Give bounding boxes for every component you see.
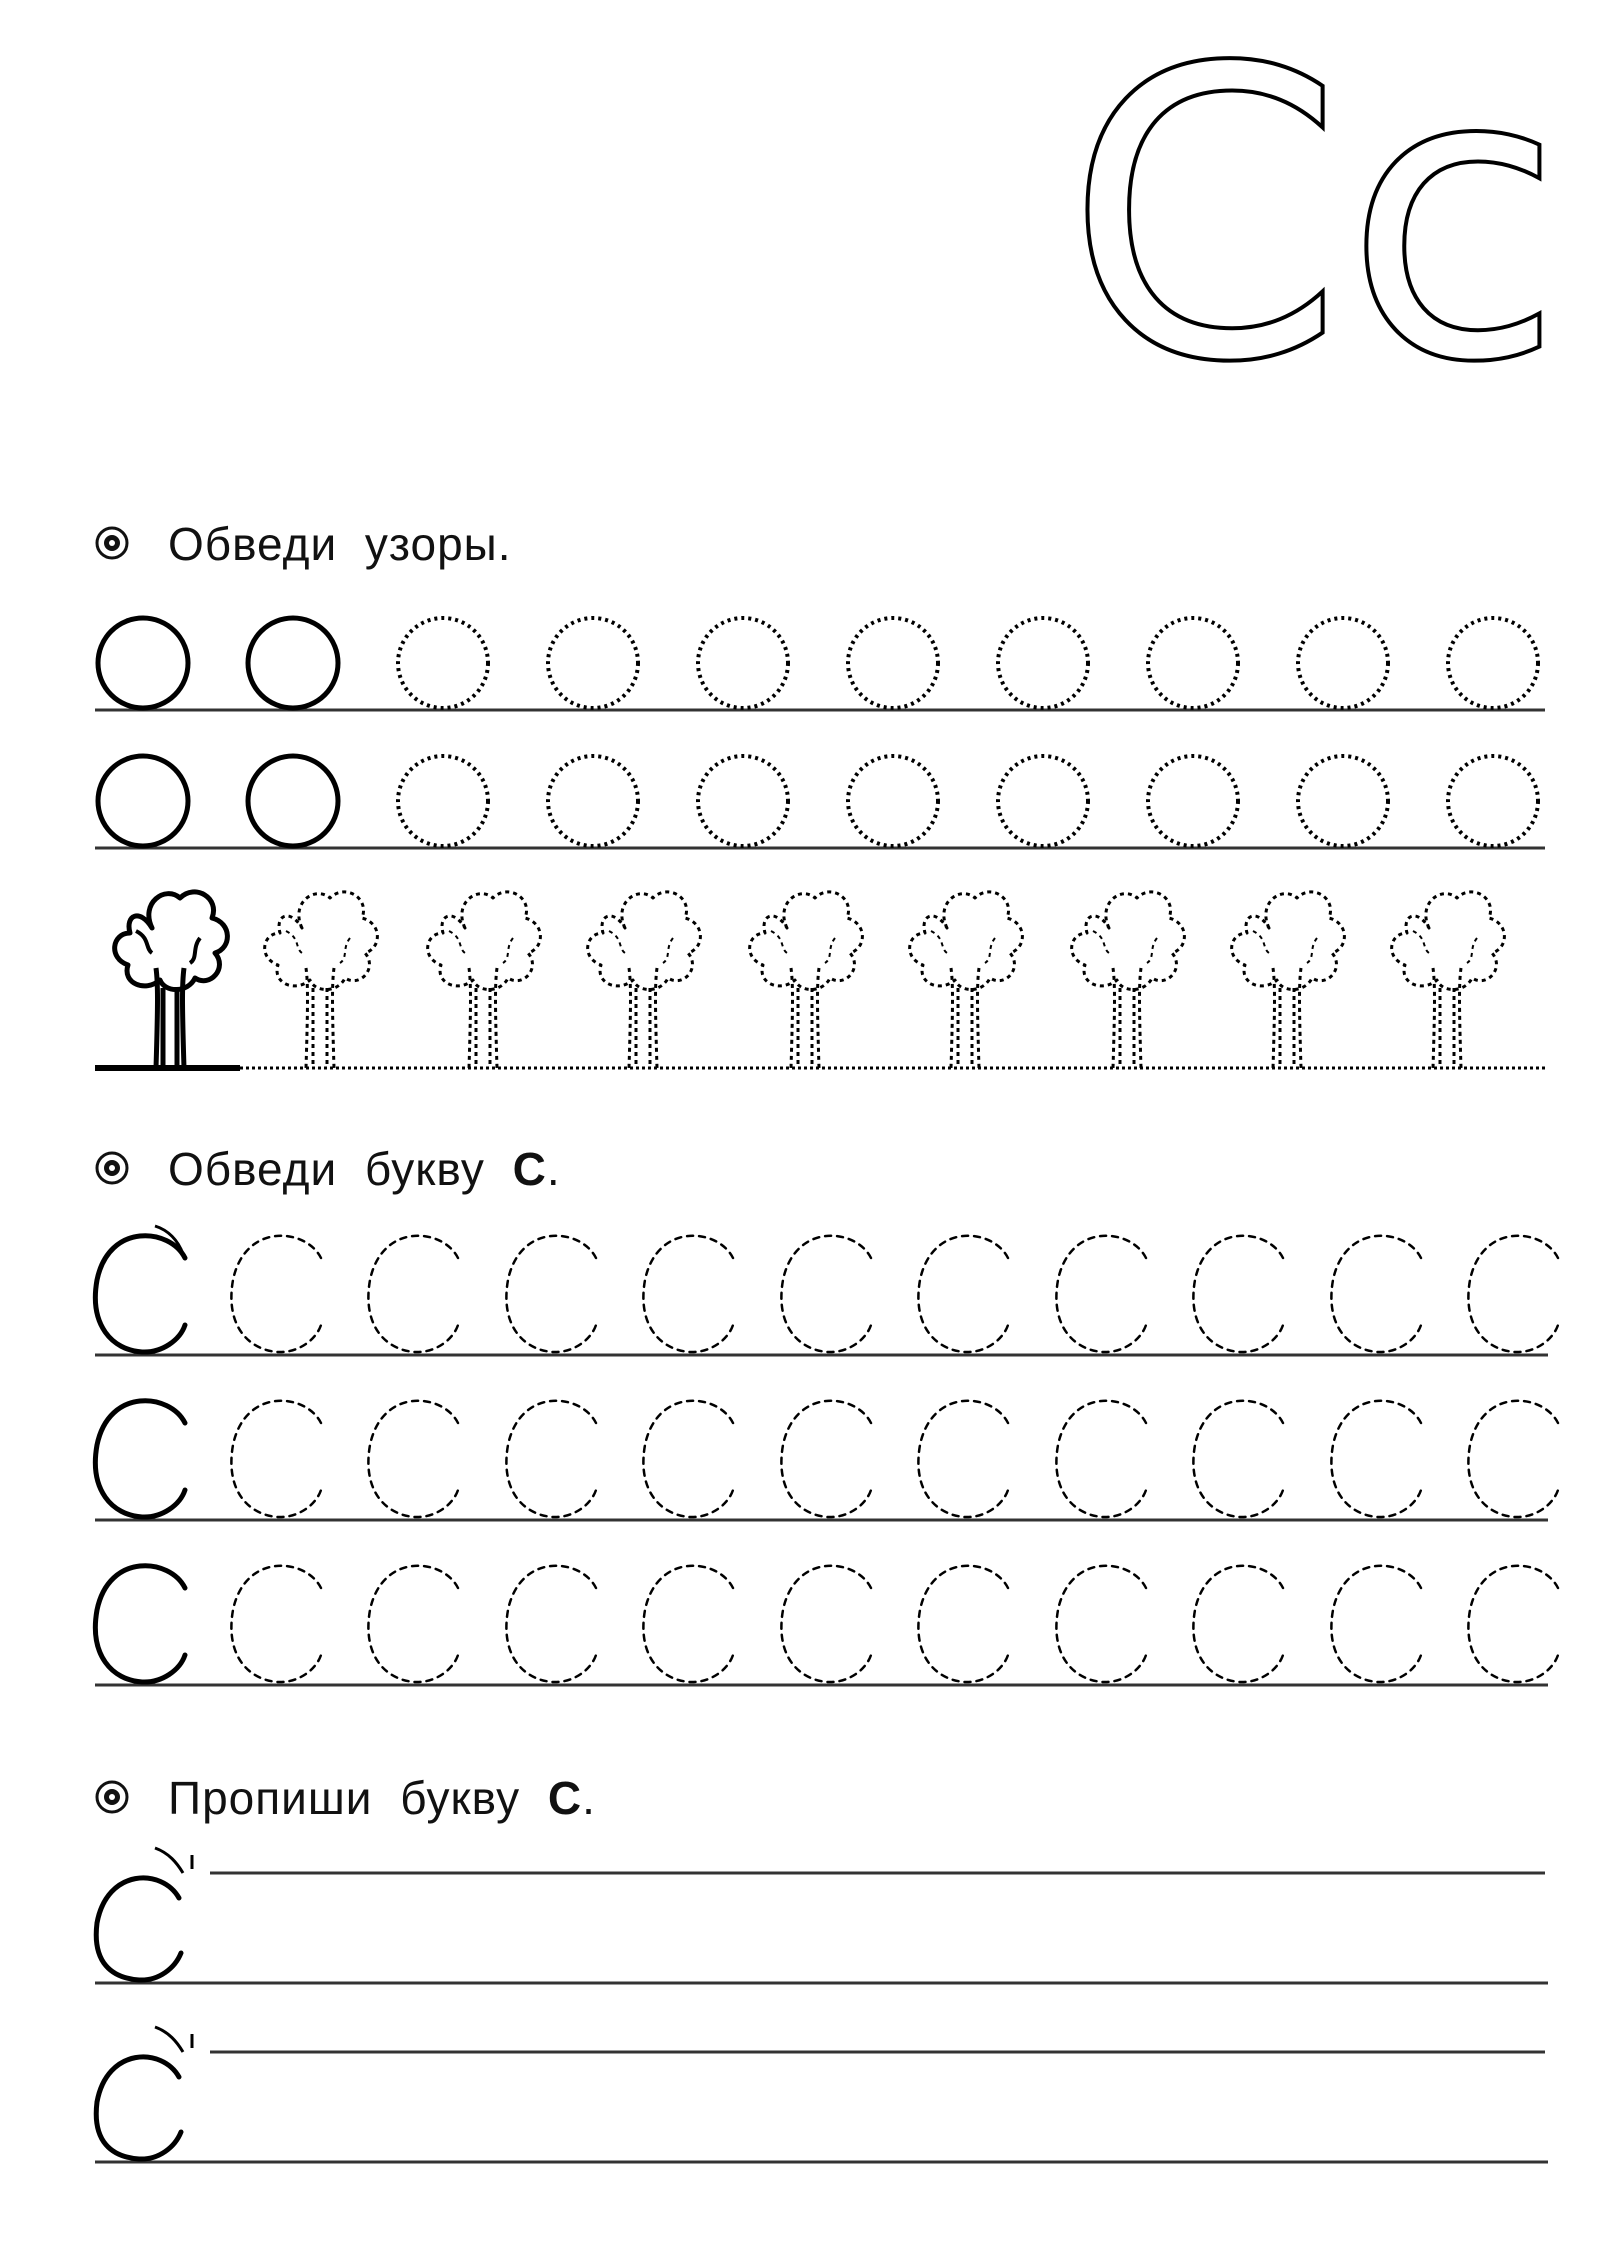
dashed-trace-letter-c[interactable] (918, 1236, 1008, 1352)
instruction-prefix: Пропиши букву (168, 1772, 548, 1824)
dashed-trace-letter-c[interactable] (368, 1401, 458, 1517)
instruction-prefix: Обведи букву (168, 1143, 513, 1195)
circle-row (95, 618, 1545, 710)
dotted-trace-circle[interactable] (548, 618, 638, 708)
instruction-letter: С (547, 1772, 583, 1824)
letter-row (95, 1566, 1558, 1685)
dashed-trace-letter-c[interactable] (643, 1236, 733, 1352)
sample-circle (98, 756, 188, 846)
sample-letter-c (95, 1566, 185, 1682)
stroke-direction-arrow-icon (155, 2027, 183, 2052)
dashed-trace-letter-c[interactable] (231, 1566, 321, 1682)
practice-row (95, 1848, 1548, 1983)
dashed-trace-letter-c[interactable] (231, 1401, 321, 1517)
dotted-trace-circle[interactable] (1148, 756, 1238, 846)
dotted-trace-tree-icon[interactable] (1072, 892, 1185, 1068)
dotted-trace-circle[interactable] (398, 756, 488, 846)
sample-circle (248, 756, 338, 846)
dashed-trace-letter-c[interactable] (1056, 1401, 1146, 1517)
dotted-trace-tree-icon[interactable] (750, 892, 863, 1068)
section-trace-patterns (97, 518, 512, 570)
sample-circle (248, 618, 338, 708)
instruction-suffix: . (546, 1143, 561, 1195)
dotted-trace-circle[interactable] (1448, 756, 1538, 846)
dashed-trace-letter-c[interactable] (1468, 1236, 1558, 1352)
section-write-letter (97, 1772, 596, 1824)
dotted-trace-circle[interactable] (698, 756, 788, 846)
stroke-direction-arrow-icon (155, 1848, 183, 1873)
dotted-trace-circle[interactable] (1298, 618, 1388, 708)
sample-letter-c (95, 1401, 185, 1517)
circle-pattern-rows (95, 618, 1545, 848)
instruction-trace-letter (168, 1143, 561, 1195)
letter-row (95, 1401, 1558, 1520)
sample-tree-icon (115, 892, 228, 1068)
instruction-suffix: . (582, 1772, 596, 1824)
letter-row (95, 1226, 1558, 1355)
dotted-trace-circle[interactable] (1298, 756, 1388, 846)
dotted-trace-tree-icon[interactable] (428, 892, 541, 1068)
flower-bullet-icon (97, 528, 127, 558)
dotted-trace-tree-icon[interactable] (1232, 892, 1345, 1068)
dashed-trace-letter-c[interactable] (781, 1401, 871, 1517)
dashed-trace-letter-c[interactable] (368, 1236, 458, 1352)
section-trace-letter (97, 1143, 561, 1195)
sample-letter-c (95, 1236, 185, 1352)
dashed-trace-letter-c[interactable] (1468, 1566, 1558, 1682)
dashed-trace-letter-c[interactable] (781, 1566, 871, 1682)
dotted-trace-circle[interactable] (1148, 618, 1238, 708)
sample-letter-c (96, 2057, 181, 2159)
instruction-write-letter (168, 1772, 596, 1824)
dotted-trace-circle[interactable] (998, 756, 1088, 846)
dotted-trace-tree-icon[interactable] (910, 892, 1023, 1068)
dotted-trace-circle[interactable] (398, 618, 488, 708)
dotted-trace-tree-icon[interactable] (265, 892, 378, 1068)
dashed-trace-letter-c[interactable] (643, 1566, 733, 1682)
dotted-trace-circle[interactable] (1448, 618, 1538, 708)
sample-letter-c (96, 1878, 181, 1980)
dashed-trace-letter-c[interactable] (1193, 1401, 1283, 1517)
dashed-trace-letter-c[interactable] (643, 1401, 733, 1517)
dashed-trace-letter-c[interactable] (1193, 1236, 1283, 1352)
dotted-trace-circle[interactable] (998, 618, 1088, 708)
dashed-trace-letter-c[interactable] (918, 1566, 1008, 1682)
dashed-trace-letter-c[interactable] (506, 1236, 596, 1352)
dashed-trace-letter-c[interactable] (368, 1566, 458, 1682)
dotted-trace-circle[interactable] (848, 756, 938, 846)
dashed-trace-letter-c[interactable] (1331, 1401, 1421, 1517)
sample-circle (98, 618, 188, 708)
flower-bullet-icon (97, 1782, 127, 1812)
dashed-trace-letter-c[interactable] (506, 1401, 596, 1517)
dashed-trace-letter-c[interactable] (1468, 1401, 1558, 1517)
instruction-letter: С (512, 1143, 547, 1195)
circle-row (95, 756, 1545, 848)
dotted-trace-tree-icon[interactable] (1392, 892, 1505, 1068)
tree-pattern-row (95, 892, 1548, 1068)
dashed-trace-letter-c[interactable] (1056, 1236, 1146, 1352)
instruction-trace-patterns: Обведи узоры. (168, 518, 512, 570)
practice-row (95, 2027, 1548, 2162)
header-big-letters: Сс (1065, 0, 1565, 450)
dashed-trace-letter-c[interactable] (1193, 1566, 1283, 1682)
dashed-trace-letter-c[interactable] (506, 1566, 596, 1682)
dashed-trace-letter-c[interactable] (231, 1236, 321, 1352)
dotted-trace-circle[interactable] (548, 756, 638, 846)
practice-rows (95, 1848, 1548, 2162)
flower-bullet-icon (97, 1153, 127, 1183)
dotted-trace-circle[interactable] (698, 618, 788, 708)
dashed-trace-letter-c[interactable] (1056, 1566, 1146, 1682)
dashed-trace-letter-c[interactable] (1331, 1236, 1421, 1352)
dotted-trace-circle[interactable] (848, 618, 938, 708)
dashed-trace-letter-c[interactable] (781, 1236, 871, 1352)
dotted-trace-tree-icon[interactable] (588, 892, 701, 1068)
letter-trace-rows (95, 1226, 1558, 1685)
dashed-trace-letter-c[interactable] (1331, 1566, 1421, 1682)
dashed-trace-letter-c[interactable] (918, 1401, 1008, 1517)
